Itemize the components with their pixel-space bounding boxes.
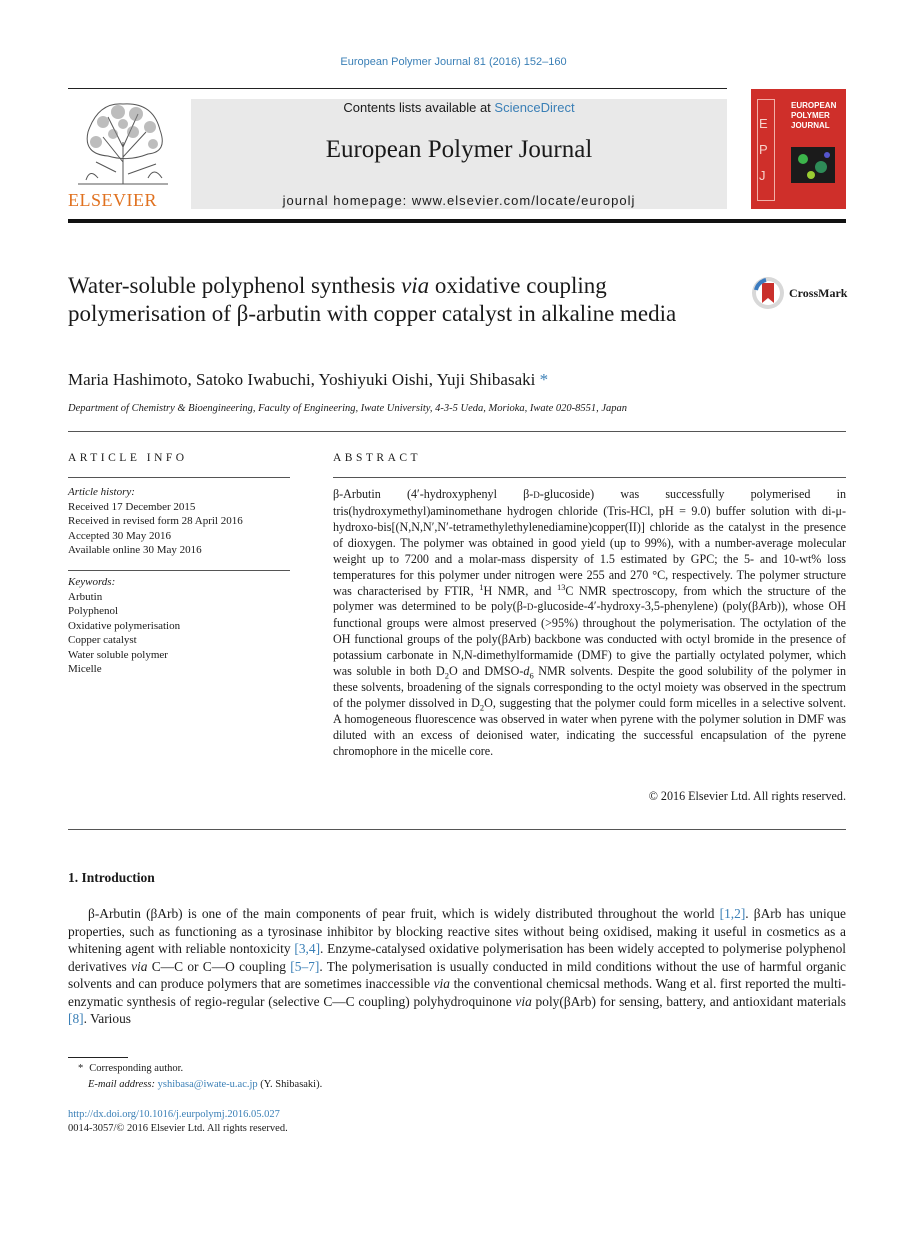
contents-prefix: Contents lists available at: [343, 100, 495, 115]
abstract-text: β-Arbutin (4′-hydroxyphenyl β-D-glucoside) was successfully polymerised in tris(hydroxymethyl)aminomethane hydrogen chloride (Tris-HCl, pH = 9.0) buffer solution with di-μ-hydroxo-bis[(N,N,N′,N′-tetramethylethylenediamine)copper(II)] chloride as the catalyst in the presence of dioxygen. The polymer was obtained in good yield (up to 99%), with a number-average molecular weight up to 7200 and a molar-mass dispersity of 1.5 estimated by GPC; the 5- and 10-wt% loss temperatures for this polymer under nitrogen were 255 and 270 °C, respectively. The polymer structure was characterised by FTIR, $^1$H NMR, and $^{13}$C NMR spectroscopy, from which the structure of the polymer was determined to be poly(β-D-glucoside-4′-hydroxy-3,5-phenylene) (poly(βArb)), whose OH functional groups were almost preserved (>95%) throughout the polymerisation. The octylation of the OH functional groups of the poly(βArb) backbone was conducted with octyl bromide in the presence of potassium carbonate in N,N-dimethylformamide (DMF) to give the partially octylated polymer, which was soluble in both $D_2O$ and DMSO-$d_6$ NMR solvents. Despite the good solubility of the polymer in these solvents, broadening of the signals corresponding to the octyl moiety was observed in the spectrum of the polymer dissolved in $D_2O$, suggesting that the polymer could form micelles in a selective solvent. A homogeneous fluorescence was observed in water when pyrene with the polymer solution in DMF was diluted with an excess of deionised water, indicating the successful encapsulation of the pyrene chromophore in the micelle core.: [333, 487, 847, 758]
citation-link[interactable]: [5–7]: [290, 958, 320, 974]
footnote-corresponding: * Corresponding author.: [78, 1063, 184, 1074]
keyword-item: Oxidative polymerisation: [68, 619, 181, 632]
elsevier-wordmark: ELSEVIER: [68, 190, 157, 210]
keyword-item: Water soluble polymer: [68, 648, 168, 661]
article-title: [68, 272, 728, 328]
article-history: [68, 485, 290, 558]
citation-link[interactable]: [1,2]: [719, 906, 746, 921]
introduction-heading: 1. Introduction: [68, 870, 155, 885]
keywords-label: Keywords:: [68, 576, 116, 588]
article-info-rule: [68, 477, 290, 478]
journal-homepage: [191, 193, 727, 208]
citation-link[interactable]: [8]: [68, 1011, 84, 1026]
author-list: Maria Hashimoto, Satoko Iwabuchi, Yoshiyuki Oishi, Yuji Shibasaki: [68, 370, 536, 389]
abstract-heading: ABSTRACT: [333, 452, 422, 464]
email-label: E-mail address:: [88, 1079, 158, 1090]
history-item: Available online 30 May 2016: [68, 544, 202, 556]
sciencedirect-link[interactable]: ScienceDirect: [494, 100, 575, 115]
header-thick-rule: [68, 219, 846, 223]
footnote-email: [88, 1077, 322, 1092]
section-rule-bottom: [68, 829, 846, 830]
crossmark-badge[interactable]: [751, 276, 851, 312]
footnote-rule: [68, 1057, 128, 1058]
introduction-text: β-Arbutin (βArb) is one of the main components of pear fruit, which is widely distributed throughout the world [1,2]. βArb has unique properties, such as functioning as a tyrosinase inhibitor by blocking reactive sites without being oxidised, making it useful in cosmetics as a whitening agent with reliable nontoxicity [3,4]. Enzyme-catalysed oxidative polymerisation has been widely accepted to polymerise polyphenol derivatives via C—C or C—O coupling [5–7]. The polymerisation is usually conducted in mild conditions without the use of harmful organic solvents and can produce polymers that are sometimes inaccessible via the conventional chemicsal methods. Wang et al. first reported the multi-enzymatic synthesis of regio-regular (selective C—C coupling) polyhydroquinone via poly(βArb) for sensing, battery, and antioxidant materials [8]. Various: [68, 906, 846, 1026]
crossmark-icon: [751, 276, 785, 310]
homepage-prefix: journal homepage:: [282, 193, 412, 208]
email-suffix: (Y. Shibasaki).: [257, 1079, 323, 1090]
cover-graphic-icon: [791, 147, 835, 183]
abstract-copyright: © 2016 Elsevier Ltd. All rights reserved.: [648, 789, 846, 803]
header-rule: [68, 88, 727, 89]
crossmark-label: CrossMark: [789, 286, 848, 300]
journal-cover: [751, 89, 846, 209]
article-info-heading: ARTICLE INFO: [68, 452, 188, 464]
cover-line3: JOURNAL: [791, 121, 830, 130]
keyword-item: Micelle: [68, 663, 102, 675]
doi-link[interactable]: http://dx.doi.org/10.1016/j.eurpolymj.2016.05.027: [68, 1109, 280, 1120]
cover-line2: POLYMER: [791, 111, 830, 120]
history-label: Article history:: [68, 486, 135, 498]
keyword-item: Polyphenol: [68, 605, 119, 617]
keywords: [68, 575, 290, 677]
cover-image: [791, 147, 835, 183]
keyword-item: Copper catalyst: [68, 634, 137, 646]
history-item: Received 17 December 2015: [68, 500, 196, 513]
authors: [68, 370, 548, 390]
corresponding-author-mark[interactable]: *: [539, 370, 549, 389]
journal-reference[interactable]: European Polymer Journal 81 (2016) 152–160: [340, 56, 567, 68]
title-part2: oxidative coupling polymerisation of β-arbutin with copper catalyst in alkaline media: [68, 273, 677, 326]
abstract-rule: [333, 477, 846, 478]
journal-title: European Polymer Journal: [325, 136, 593, 163]
cover-side-letters: EPJ: [759, 116, 768, 183]
section-rule-top: [68, 431, 846, 432]
issn-copyright: 0014-3057/© 2016 Elsevier Ltd. All rights reserved.: [68, 1123, 288, 1134]
email-link[interactable]: yshibasa@iwate-u.ac.jp: [157, 1079, 258, 1090]
keyword-item: Arbutin: [68, 590, 103, 603]
keywords-rule: [68, 570, 290, 571]
corresponding-text: Corresponding author.: [89, 1063, 184, 1074]
contents-line: [191, 100, 727, 115]
history-item: Received in revised form 28 April 2016: [68, 515, 243, 527]
history-item: Accepted 30 May 2016: [68, 529, 171, 542]
title-part1: Water-soluble polyphenol synthesis: [68, 273, 402, 298]
cover-line1: EUROPEAN: [791, 101, 837, 110]
title-italic: via: [401, 273, 430, 298]
elsevier-logo: [68, 92, 178, 210]
affiliation: Department of Chemistry & Bioengineering, Faculty of Engineering, Iwate University, 4-3-5 Ueda, Morioka, Iwate 020-8551, Japan: [68, 403, 628, 414]
citation-link[interactable]: [3,4]: [294, 941, 321, 956]
homepage-link[interactable]: www.elsevier.com/locate/europolj: [411, 193, 636, 208]
